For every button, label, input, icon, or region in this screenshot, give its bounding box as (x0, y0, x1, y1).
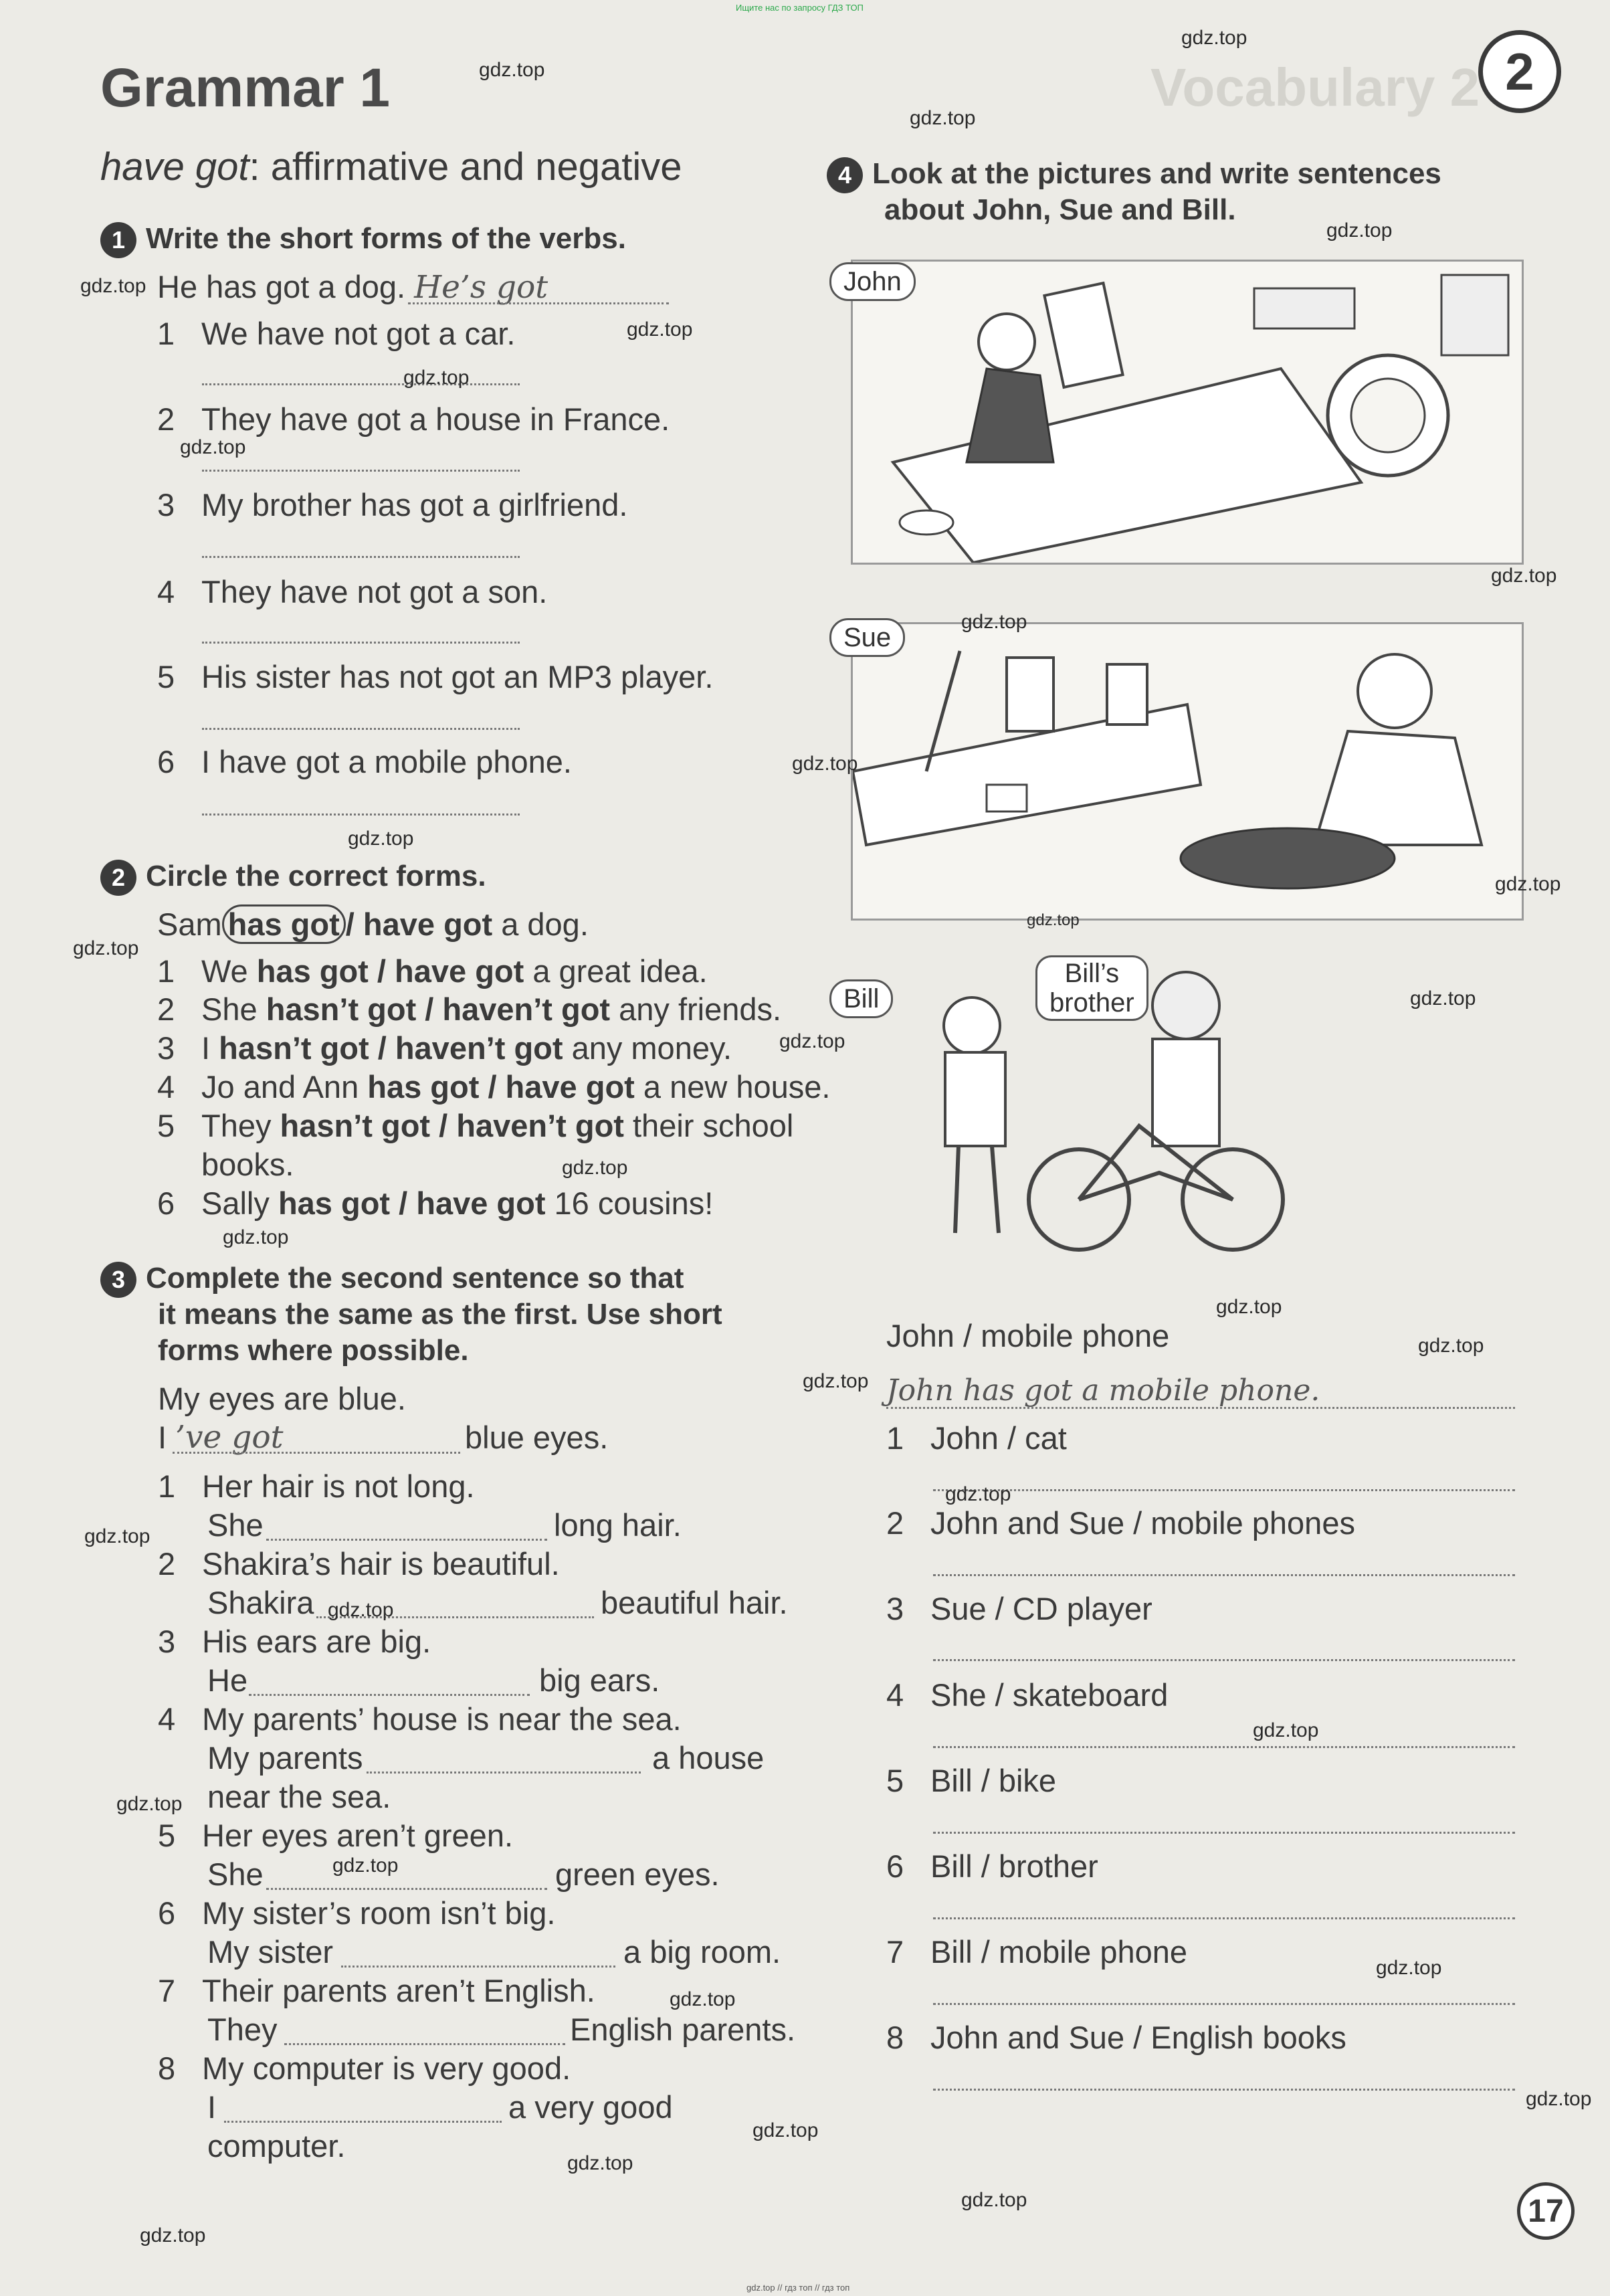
ex3-example-post: blue eyes. (465, 1420, 609, 1455)
watermark: gdz.top (1526, 2088, 1592, 2110)
ex3-heading-line: Complete the second sentence so that (146, 1262, 684, 1295)
watermark: gdz.top (116, 1793, 183, 1815)
watermark: gdz.top (803, 1370, 869, 1392)
ex3-item-post: a big room. (623, 1934, 781, 1970)
ex2-item: 2 She hasn’t got / haven’t got any friends. (157, 991, 782, 1027)
watermark: gdz.top (479, 59, 545, 81)
ex2-number-badge: 2 (100, 860, 136, 896)
ex2-item: 3 I hasn’t got / haven’t got any money. (157, 1030, 732, 1066)
ex4-answer-line[interactable] (933, 1574, 1515, 1576)
ex1-item: 4 They have not got a son. (157, 574, 548, 609)
ex1-item: 6 I have got a mobile phone. (157, 744, 572, 779)
ex3-example-first: My eyes are blue. (158, 1381, 406, 1416)
watermark: gdz.top (1216, 1296, 1282, 1318)
ex4-answer-line[interactable] (933, 1917, 1515, 1919)
ex2-heading-text: Circle the correct forms. (146, 860, 486, 892)
ex3-item-second: My parents (207, 1740, 363, 1776)
ex4-number-badge: 4 (827, 157, 863, 193)
ex3-item: 2 Shakira’s hair is beautiful. (158, 1546, 560, 1582)
watermark: gdz.top (180, 436, 246, 458)
watermark: gdz.top (1491, 565, 1557, 587)
watermark: gdz.top (1410, 987, 1476, 1010)
ex1-example (157, 269, 548, 306)
ex4-example-answer: John has got a mobile phone. (886, 1373, 1320, 1408)
watermark: gdz.top (627, 318, 693, 341)
ex3-example-line[interactable] (173, 1452, 460, 1454)
ex2-item: 4 Jo and Ann has got / have got a new house. (157, 1069, 831, 1105)
circled-answer: has got (222, 904, 346, 944)
ex1-item: 3 My brother has got a girlfriend. (157, 487, 628, 522)
watermark: gdz.top (1253, 1719, 1319, 1741)
watermark: gdz.top (348, 828, 414, 850)
ex4-item: 4 She / skateboard (886, 1677, 1169, 1713)
ex3-answer-line[interactable] (224, 2121, 502, 2123)
watermark: gdz.top (779, 1030, 845, 1052)
ex3-item-second: She (207, 1856, 264, 1892)
ex3-item-post: a very good (508, 2089, 673, 2125)
watermark: gdz.top (328, 1599, 394, 1621)
ex4-answer-line[interactable] (933, 1659, 1515, 1661)
ex1-heading-text: Write the short forms of the verbs. (146, 222, 626, 255)
ex3-item-second: I (207, 2089, 217, 2125)
label-john: John (829, 262, 916, 301)
ex3-item-post: a house (652, 1740, 765, 1776)
ex4-answer-line[interactable] (933, 1489, 1515, 1491)
ex2-heading (100, 858, 486, 896)
watermark: gdz.top (945, 1483, 1011, 1505)
section-subtitle (100, 146, 682, 189)
ex4-answer-line[interactable] (933, 1832, 1515, 1834)
ex3-item: 3 His ears are big. (158, 1624, 431, 1659)
watermark: gdz.top (403, 367, 470, 389)
subtitle-italic: have got (100, 145, 249, 189)
ex4-heading-line: about John, Sue and Bill. (884, 193, 1236, 226)
ex3-item: 5 Her eyes aren’t green. (158, 1818, 514, 1853)
john-bedroom-drawing (853, 262, 1522, 563)
ex3-answer-line[interactable] (284, 2043, 565, 2045)
ex1-answer-line[interactable] (202, 642, 520, 644)
ex2-item-continuation: books. (201, 1147, 294, 1182)
ex3-example-answer: ’ve got (175, 1419, 284, 1456)
ex3-item-post: beautiful hair. (601, 1585, 788, 1620)
ex4-example-line[interactable] (886, 1407, 1515, 1409)
ex3-item: 6 My sister’s room isn’t big. (158, 1895, 556, 1931)
ex3-item-post: green eyes. (555, 1856, 720, 1892)
ex1-example-text: He has got a dog. (157, 269, 406, 304)
watermark: gdz.top (562, 1157, 628, 1179)
top-banner: Ищите нас по запросу ГДЗ ТОП (736, 3, 864, 13)
subtitle-rest: : affirmative and negative (249, 145, 682, 189)
ex1-answer-line[interactable] (202, 814, 520, 816)
ex3-item-second: My sister (207, 1934, 333, 1970)
unit-badge (1478, 30, 1561, 113)
ex4-item: 5 Bill / bike (886, 1763, 1057, 1798)
watermark: gdz.top (84, 1525, 150, 1547)
ex3-item-second: Shakira (207, 1585, 314, 1620)
watermark: gdz.top (961, 2189, 1027, 2211)
ex2-item: 6 Sally has got / have got 16 cousins! (157, 1185, 714, 1221)
ex3-number-badge: 3 (100, 1262, 136, 1298)
watermark: gdz.top (567, 2152, 633, 2174)
ex4-answer-line[interactable] (933, 2089, 1515, 2091)
watermark: gdz.top (910, 107, 976, 129)
watermark: gdz.top (1181, 27, 1247, 49)
ex3-answer-line[interactable] (266, 1888, 547, 1890)
ex3-answer-line[interactable] (341, 1966, 615, 1968)
watermark: gdz.top (1027, 911, 1080, 929)
ex2-example: Sam has got / have got a dog. (157, 906, 589, 943)
ex3-item: 1 Her hair is not long. (158, 1468, 475, 1504)
watermark: gdz.top (1495, 873, 1561, 895)
ex1-item: 5 His sister has not got an MP3 player. (157, 659, 714, 694)
watermark: gdz.top (80, 275, 146, 297)
watermark: gdz.top (792, 753, 858, 775)
ex1-answer-line[interactable] (202, 728, 520, 730)
ex1-example-answer: He’s got (414, 269, 548, 306)
ex3-item: 8 My computer is very good. (158, 2050, 571, 2086)
watermark: gdz.top (670, 1988, 736, 2010)
label-bills-brother: Bill’s brother (1035, 955, 1148, 1021)
page-number (1517, 2182, 1575, 2240)
watermark: gdz.top (961, 611, 1027, 633)
ex4-item: 1 John / cat (886, 1420, 1067, 1456)
ex3-heading (100, 1260, 684, 1298)
watermark: gdz.top (140, 2224, 206, 2246)
ex3-item-post: big ears. (539, 1662, 660, 1698)
ex3-item-extra: near the sea. (207, 1779, 391, 1814)
ex4-item: 8 John and Sue / English books (886, 2020, 1346, 2055)
ex3-item-second: He (207, 1662, 248, 1698)
ex1-item: 1 We have not got a car. (157, 316, 516, 351)
ex4-answer-line[interactable] (933, 2003, 1515, 2005)
ex1-example-answer-line[interactable] (408, 302, 669, 304)
ex4-item: 6 Bill / brother (886, 1848, 1098, 1884)
illustration-john-bedroom (851, 260, 1524, 565)
sue-desk-drawing (853, 624, 1522, 919)
ex1-answer-line[interactable] (202, 470, 520, 472)
ex3-item-second: She (207, 1507, 264, 1543)
watermark: gdz.top (1326, 219, 1393, 242)
watermark: gdz.top (1376, 1957, 1442, 1979)
watermark: gdz.top (73, 937, 139, 959)
page-title: Grammar 1 (100, 58, 391, 118)
ex1-heading (100, 221, 626, 258)
ex3-heading-line: forms where possible. (158, 1334, 469, 1367)
ex3-item-second: They (207, 2012, 278, 2047)
ex1-number-badge: 1 (100, 222, 136, 258)
watermark: gdz.top (1418, 1335, 1484, 1357)
illustration-sue-desk (851, 622, 1524, 921)
ex4-item: 7 Bill / mobile phone (886, 1934, 1188, 1970)
label-sue: Sue (829, 618, 905, 657)
bottom-banner: gdz.top // гдз топ // гдз топ (746, 2283, 850, 2293)
ex2-item: 1 We has got / have got a great idea. (157, 953, 708, 989)
ex1-item: 2 They have got a house in France. (157, 401, 670, 437)
label-bill: Bill (829, 979, 893, 1018)
ex3-answer-line[interactable] (367, 1772, 641, 1774)
ex3-example-second: I (158, 1420, 167, 1455)
unit-badge-number: 2 (1505, 41, 1534, 101)
ex3-item-extra: computer. (207, 2128, 346, 2164)
ex3-item: 4 My parents’ house is near the sea. (158, 1701, 682, 1737)
ex4-answer-line[interactable] (933, 1746, 1515, 1748)
ex3-item-post: English parents. (570, 2012, 796, 2047)
ex4-heading (827, 156, 1441, 193)
ex2-item: 5 They hasn’t got / haven’t got their school (157, 1108, 794, 1143)
ex4-item: 3 Sue / CD player (886, 1591, 1152, 1626)
ex3-answer-line[interactable] (266, 1539, 547, 1541)
ex4-heading-line: Look at the pictures and write sentences (872, 157, 1441, 190)
watermark: gdz.top (223, 1226, 289, 1248)
ex1-answer-line[interactable] (202, 556, 520, 558)
page-number-text: 17 (1528, 2193, 1564, 2229)
ex3-item-post: long hair. (554, 1507, 682, 1543)
faded-vocabulary-title: Vocabulary 2 (1150, 58, 1480, 117)
watermark: gdz.top (332, 1854, 399, 1877)
ex4-example: John / mobile phone (886, 1318, 1170, 1353)
ex1-answer-line[interactable] (202, 383, 520, 385)
ex3-item: 7 Their parents aren’t English. (158, 1973, 595, 2008)
ex3-answer-line[interactable] (249, 1694, 530, 1696)
ex3-heading-line: it means the same as the first. Use short (158, 1298, 722, 1331)
watermark: gdz.top (752, 2119, 819, 2141)
ex4-item: 2 John and Sue / mobile phones (886, 1505, 1355, 1541)
